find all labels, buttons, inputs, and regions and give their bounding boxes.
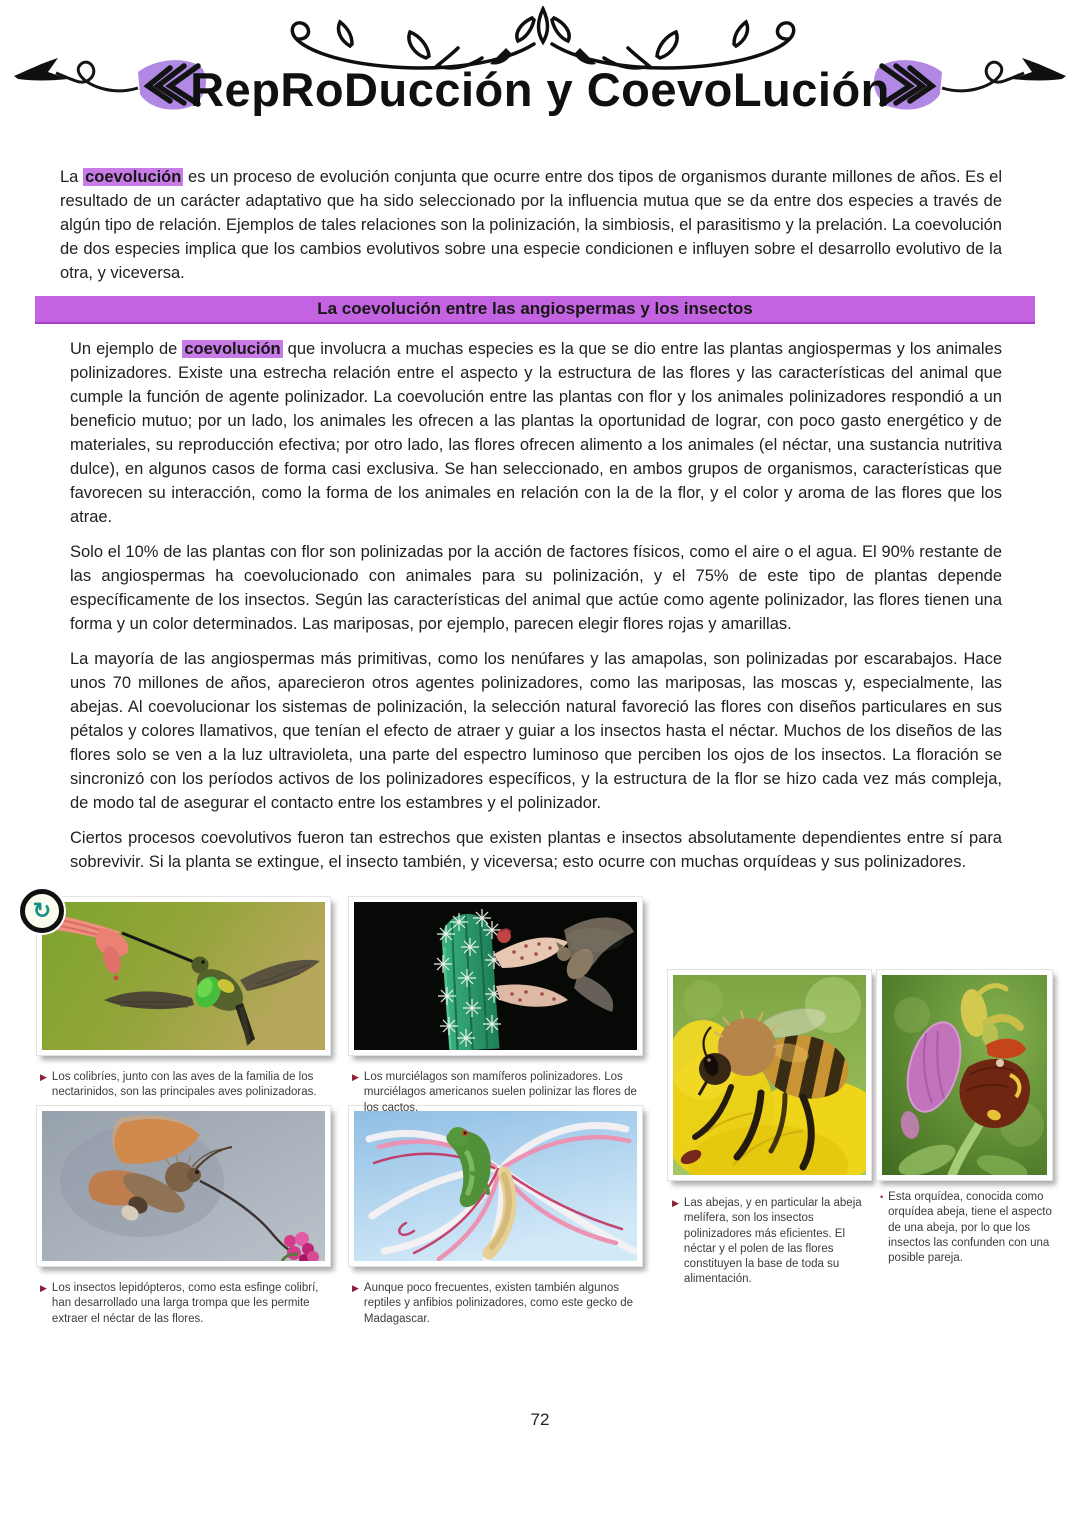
caption-arrow-icon: ▶	[352, 1283, 359, 1293]
caption-arrow-icon: ▶	[40, 1072, 47, 1082]
bat-cactus-photo	[354, 902, 637, 1050]
paragraph-text: es un proceso de evolución conjunta que ocurre entre dos tipos de organismos durante millones de años. Es el resultado de un carácter adaptativo que ha sido seleccionado por la influencia mutua que se da entre dos especies a través de algún tipo de relación. Ejemplos de tales relaciones son la polinización, la simbiosis, el parasitismo y la prelación. La coevolución de dos especies implica que los cambios evolutivos sobre una especie condicionen e influyen sobre el desarrollo evolutivo de la otra, y viceversa.	[60, 168, 1002, 282]
caption-orchid	[880, 1190, 1058, 1266]
caption-arrow-icon: ▶	[672, 1198, 679, 1208]
paragraph-text: que involucra a muchas especies es la que se dio entre las plantas angiospermas y los animales polinizadores. Existe una estrecha relación entre el aspecto y la estructura de las flores y las características del animal que cumple la función de agente polinizador. La coevolución entre las plantas con flor y los animales polinizadores respondió a un beneficio mutuo; por un lado, los animales les ofrecen a las plantas la oportunidad de lograr, con poco gasto energético y de materiales, su reproducción efectiva; por otro lado, las flores ofrecen alimento a los animales (el néctar, una sustancia nutritiva dulce), en algunos casos de forma casi exclusiva. Se han seleccionado, en ambos grupos de organismos, características que favorecen su interacción, como la forma de los animales en relación con la de la flor, y el color y aroma de las flores que los atrae.	[70, 340, 1003, 526]
figure-hummingbird	[37, 897, 330, 1055]
paragraph-text: La	[60, 168, 84, 186]
caption-text: Los colibríes, junto con las aves de la familia de los nectarinidos, son las principales aves polinizadoras.	[51, 1071, 317, 1099]
caption-text: Las abejas, y en particular la abeja melífera, son los insectos polinizadores más eficientes. El néctar y el polen de las flores constituyen la base de toda su alimentación.	[683, 1197, 862, 1286]
caption-bee	[672, 1196, 872, 1288]
article-body	[60, 165, 1002, 885]
paragraph-mutual-dependence: Ciertos procesos coevolutivos fueron tan estrechos que existen plantas e insectos absolutamente dependientes entre sí para sobrevivir. Si la planta se extingue, el insecto también, y viceversa; esto ocurre con muchas orquídeas y sus polinizadores.	[70, 829, 1002, 871]
paragraph-angiosperms-example	[70, 337, 1002, 529]
caption-arrow-icon: ▶	[352, 1072, 359, 1082]
caption-text: Los murciélagos son mamíferos polinizadores. Los murciélagos americanos suelen polinizar las flores de los cactos.	[363, 1071, 637, 1114]
highlighted-term: coevolución	[184, 340, 281, 358]
figure-grid	[0, 878, 1080, 1438]
caption-dot-icon: •	[880, 1192, 884, 1202]
figure-bee	[668, 970, 871, 1180]
caption-bat	[352, 1070, 642, 1116]
section-header-bar: La coevolución entre las angiospermas y los insectos	[35, 296, 1035, 324]
refresh-logo-icon: ↻	[20, 889, 64, 933]
paragraph-text: Un ejemplo de	[70, 340, 183, 358]
page-header	[0, 0, 1080, 160]
caption-text: Esta orquídea, conocida como orquídea abeja, tiene el aspecto de una abeja, por lo que los insectos las confunden con una posible pareja.	[888, 1191, 1052, 1265]
figure-hawkmoth	[37, 1106, 330, 1266]
hummingbird-photo	[42, 902, 325, 1050]
figure-gecko	[349, 1106, 642, 1266]
page-title: RepRoDucción y CoevoLución	[190, 63, 890, 116]
caption-text: Aunque poco frecuentes, existen también algunos reptiles y anfibios polinizadores, como este gecko de Madagascar.	[363, 1282, 634, 1325]
gecko-photo	[354, 1111, 637, 1261]
highlighted-term: coevolución	[85, 168, 182, 186]
hawkmoth-photo	[42, 1111, 325, 1261]
caption-arrow-icon: ▶	[40, 1283, 47, 1293]
page-number: 72	[530, 1410, 550, 1429]
bee-orchid-photo	[882, 975, 1047, 1175]
caption-gecko	[352, 1281, 642, 1327]
bee-photo	[673, 975, 866, 1175]
figure-bee-orchid	[877, 970, 1052, 1180]
paragraph-primitive-angiosperms: La mayoría de las angiospermas más primitivas, como los nenúfares y las amapolas, son polinizadas por escarabajos. Hace unos 70 millones de años, aparecieron otros agentes polinizadores, como las mariposas, las moscas y, especialmente, las abejas. Al coevolucionar los sistemas de polinización, la selección natural favoreció las flores con diseños particulares en sus pétalos y colores llamativos, que tenían el efecto de atraer y guiar a los insectos hasta el néctar. Muchos de los diseños de las flores solo se ven a la luz ultravioleta, una parte del espectro luminoso que perciben los ojos de los insectos. La floración se sincronizó con los períodos activos de los polinizadores específicos, y la estructura de la flor se hizo cada vez más compleja, de modo tal de asegurar el contacto entre los estambres y el polinizador.	[70, 650, 1002, 812]
caption-hummingbird	[40, 1070, 332, 1101]
paragraph-pollination-percentages: Solo el 10% de las plantas con flor son polinizadas por la acción de factores físicos, como el aire o el agua. El 90% restante de las angiospermas ha coevolucionado con animales para su polinización, y el 75% de este tipo de plantas depende específicamente de los insectos. Según las características del animal que actúe como agente polinizador, las flores tienen una forma y un color determinados. Las mariposas, por ejemplo, parecen elegir flores rojas y amarillas.	[70, 543, 1002, 633]
paragraph-coevolution-intro	[60, 165, 1002, 285]
figure-bat-cactus	[349, 897, 642, 1055]
caption-text: Los insectos lepidópteros, como esta esfinge colibrí, han desarrollado una larga trompa que les permite extraer el néctar de las flores.	[51, 1282, 319, 1325]
caption-hawkmoth	[40, 1281, 336, 1327]
